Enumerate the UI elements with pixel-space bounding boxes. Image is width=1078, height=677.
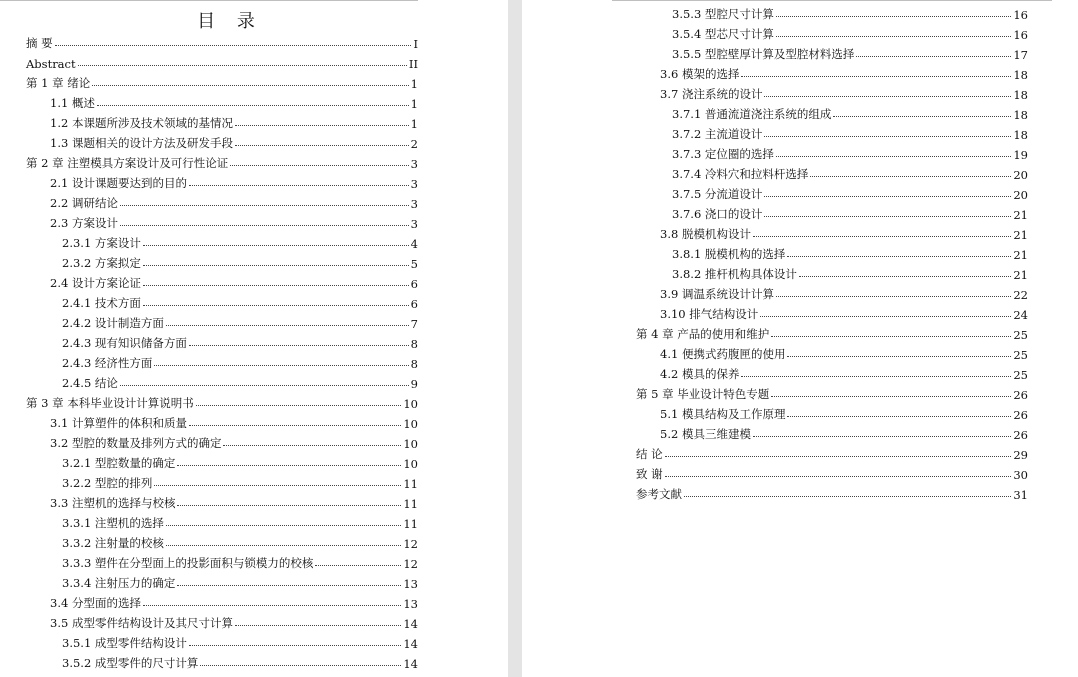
toc-dot-leader (189, 345, 409, 346)
toc-entry-page-number: 3 (410, 217, 418, 231)
toc-entry-label: 摘 要 (26, 36, 53, 50)
toc-dot-leader (776, 36, 1011, 37)
toc-entry-page-number: 10 (403, 417, 418, 431)
toc-dot-leader (166, 545, 401, 546)
toc-entry-label: 2.4.1 技术方面 (62, 296, 141, 310)
toc-entry-page-number: 26 (1013, 388, 1028, 402)
toc-entry-page-number: 21 (1013, 228, 1028, 242)
toc-dot-leader (143, 285, 409, 286)
toc-entry-page-number: 21 (1013, 268, 1028, 282)
toc-dot-leader (315, 565, 401, 566)
toc-entry-page-number: 4 (410, 237, 418, 251)
toc-dot-leader (120, 385, 409, 386)
toc-entry[interactable] (636, 442, 1028, 462)
toc-list-right (636, 2, 1028, 502)
toc-entry[interactable] (26, 631, 418, 651)
toc-entry[interactable] (636, 222, 1028, 242)
toc-entry-page-number: 26 (1013, 428, 1028, 442)
toc-dot-leader (177, 585, 401, 586)
toc-entry-page-number: 1 (410, 117, 418, 131)
toc-entry[interactable] (636, 302, 1028, 322)
toc-entry-label: Abstract (26, 57, 76, 71)
toc-entry-label: 3.2.2 型腔的排列 (62, 476, 153, 490)
toc-dot-leader (833, 116, 1011, 117)
toc-dot-leader (764, 216, 1011, 217)
toc-entry-label: 4.2 模具的保养 (660, 367, 740, 381)
toc-entry-page-number: 29 (1013, 448, 1028, 462)
toc-entry[interactable] (636, 182, 1028, 202)
toc-entry-label: 3.7.1 普通流道浇注系统的组成 (672, 107, 832, 121)
toc-entry-label: 第 1 章 绪论 (26, 76, 91, 90)
toc-entry[interactable] (26, 411, 418, 431)
toc-entry-label: 3.7.6 浇口的设计 (672, 207, 763, 221)
toc-entry-page-number: 13 (403, 577, 418, 591)
toc-entry-label: 3.8.2 推杆机构具体设计 (672, 267, 797, 281)
toc-entry[interactable] (636, 402, 1028, 422)
toc-entry-label: 3.7.2 主流道设计 (672, 127, 763, 141)
toc-entry-page-number: 20 (1013, 188, 1028, 202)
toc-dot-leader (235, 625, 401, 626)
toc-entry-label: 3.3.3 塑件在分型面上的投影面积与锁模力的校核 (62, 556, 314, 570)
toc-entry[interactable] (26, 371, 418, 391)
toc-entry[interactable] (636, 462, 1028, 482)
toc-entry[interactable] (26, 591, 418, 611)
toc-entry-page-number: 31 (1013, 488, 1028, 502)
toc-entry[interactable] (636, 42, 1028, 62)
toc-entry[interactable] (636, 422, 1028, 442)
toc-entry[interactable] (26, 451, 418, 471)
toc-entry-page-number: 18 (1013, 128, 1028, 142)
toc-entry-label: 1.3 课题相关的设计方法及研发手段 (50, 136, 233, 150)
toc-entry-label: 3.8.1 脱模机构的选择 (672, 247, 786, 261)
toc-entry[interactable] (26, 651, 418, 671)
toc-entry-page-number: 8 (410, 357, 418, 371)
toc-entry[interactable] (636, 242, 1028, 262)
toc-entry[interactable] (636, 342, 1028, 362)
toc-entry[interactable] (636, 202, 1028, 222)
toc-entry[interactable] (26, 51, 418, 71)
toc-entry-page-number: 3 (410, 197, 418, 211)
toc-entry[interactable] (636, 262, 1028, 282)
toc-entry[interactable] (26, 91, 418, 111)
toc-dot-leader (764, 136, 1011, 137)
toc-entry-page-number: 3 (410, 177, 418, 191)
toc-entry[interactable] (26, 171, 418, 191)
toc-entry-label: 3.3.2 注射量的校核 (62, 536, 164, 550)
toc-dot-leader (55, 45, 412, 46)
toc-entry-label: 3.5.4 型芯尺寸计算 (672, 27, 774, 41)
toc-entry-page-number: 11 (403, 477, 418, 491)
toc-entry-page-number: 30 (1013, 468, 1028, 482)
toc-entry-label: 5.1 模具结构及工作原理 (660, 407, 786, 421)
toc-entry-label: 2.4.3 现有知识储备方面 (62, 336, 187, 350)
toc-entry-page-number: 11 (403, 497, 418, 511)
toc-entry-page-number: 14 (403, 637, 418, 651)
toc-dot-leader (177, 465, 401, 466)
toc-dot-leader (799, 276, 1011, 277)
toc-entry[interactable] (26, 511, 418, 531)
page-top-border (0, 0, 418, 1)
toc-entry-page-number: 25 (1013, 368, 1028, 382)
toc-entry-label: 2.3.1 方案设计 (62, 236, 141, 250)
toc-dot-leader (154, 365, 408, 366)
toc-entry-label: 3.7.4 冷料穴和拉料杆选择 (672, 167, 809, 181)
toc-dot-leader (143, 265, 409, 266)
toc-entry-label: 3.3.1 注塑机的选择 (62, 516, 164, 530)
toc-dot-leader (810, 176, 1011, 177)
toc-entry[interactable] (26, 271, 418, 291)
toc-entry[interactable] (26, 31, 418, 51)
toc-entry-label: 1.2 本课题所涉及技术领域的基情况 (50, 116, 233, 130)
toc-entry-label: 第 3 章 本科毕业设计计算说明书 (26, 396, 194, 410)
toc-entry-label: 3.10 排气结构设计 (660, 307, 759, 321)
toc-dot-leader (771, 396, 1011, 397)
toc-entry-page-number: 24 (1013, 308, 1028, 322)
toc-entry-label: 3.5.1 成型零件结构设计 (62, 636, 187, 650)
toc-dot-leader (753, 236, 1011, 237)
toc-entry[interactable] (636, 2, 1028, 22)
toc-dot-leader (177, 505, 401, 506)
toc-entry-page-number: 3 (410, 157, 418, 171)
toc-entry[interactable] (636, 382, 1028, 402)
toc-entry[interactable] (26, 351, 418, 371)
toc-dot-leader (787, 356, 1011, 357)
toc-entry[interactable] (636, 322, 1028, 342)
toc-dot-leader (787, 416, 1011, 417)
toc-entry-label: 2.4.5 结论 (62, 376, 118, 390)
toc-entry-label: 2.2 调研结论 (50, 196, 118, 210)
toc-entry-label: 4.1 便携式药腹匣的使用 (660, 347, 786, 361)
toc-entry[interactable] (26, 571, 418, 591)
toc-entry-label: 2.4 设计方案论证 (50, 276, 141, 290)
toc-entry[interactable] (26, 611, 418, 631)
toc-dot-leader (143, 305, 409, 306)
toc-entry-page-number: 7 (410, 317, 418, 331)
toc-entry-page-number: 18 (1013, 88, 1028, 102)
toc-entry-page-number: 22 (1013, 288, 1028, 302)
toc-entry[interactable] (26, 431, 418, 451)
toc-dot-leader (776, 16, 1011, 17)
toc-entry-label: 3.5.2 成型零件的尺寸计算 (62, 656, 199, 670)
toc-dot-leader (92, 85, 408, 86)
toc-entry-label: 结 论 (636, 447, 663, 461)
toc-dot-leader (196, 405, 402, 406)
toc-entry[interactable] (26, 291, 418, 311)
toc-dot-leader (120, 205, 409, 206)
toc-entry[interactable] (636, 362, 1028, 382)
toc-entry-page-number: 19 (1013, 148, 1028, 162)
toc-entry-label: 3.5 成型零件结构设计及其尺寸计算 (50, 616, 233, 630)
toc-entry-label: 2.4.2 设计制造方面 (62, 316, 164, 330)
toc-dot-leader (120, 225, 409, 226)
toc-entry-page-number: 14 (403, 617, 418, 631)
toc-entry[interactable] (26, 491, 418, 511)
toc-entry[interactable] (26, 231, 418, 251)
toc-entry-page-number: 10 (403, 437, 418, 451)
toc-entry[interactable] (26, 331, 418, 351)
toc-entry-page-number: 20 (1013, 168, 1028, 182)
toc-entry-label: 3.3 注塑机的选择与校核 (50, 496, 176, 510)
toc-entry-page-number: 9 (410, 377, 418, 391)
toc-entry-label: 3.1 计算塑件的体积和质量 (50, 416, 187, 430)
toc-entry[interactable] (636, 22, 1028, 42)
toc-dot-leader (787, 256, 1011, 257)
toc-entry-label: 3.6 模架的选择 (660, 67, 740, 81)
toc-dot-leader (764, 96, 1011, 97)
toc-dot-leader (235, 125, 409, 126)
toc-entry[interactable] (636, 482, 1028, 502)
toc-entry-page-number: 25 (1013, 348, 1028, 362)
page-top-border (612, 0, 1052, 1)
toc-dot-leader (665, 456, 1012, 457)
toc-entry-label: 2.1 设计课题要达到的目的 (50, 176, 187, 190)
toc-dot-leader (78, 65, 407, 66)
toc-entry-label: 3.5.5 型腔壁厚计算及型腔材料选择 (672, 47, 855, 61)
toc-entry-page-number: 14 (403, 657, 418, 671)
toc-dot-leader (230, 165, 408, 166)
toc-entry-page-number: 6 (410, 297, 418, 311)
toc-entry-page-number: 21 (1013, 208, 1028, 222)
toc-dot-leader (143, 605, 401, 606)
toc-entry-page-number: 16 (1013, 8, 1028, 22)
toc-dot-leader (753, 436, 1011, 437)
toc-entry-label: 5.2 模具三维建模 (660, 427, 751, 441)
toc-entry-page-number: 12 (403, 557, 418, 571)
toc-entry-label: 第 4 章 产品的使用和维护 (636, 327, 770, 341)
toc-entry-page-number: 16 (1013, 28, 1028, 42)
toc-entry-page-number: 1 (410, 77, 418, 91)
toc-entry[interactable] (26, 111, 418, 131)
toc-entry-label: 3.7.3 定位圈的选择 (672, 147, 774, 161)
toc-dot-leader (223, 445, 401, 446)
toc-entry-page-number: 18 (1013, 108, 1028, 122)
toc-entry-page-number: 8 (410, 337, 418, 351)
toc-entry[interactable] (26, 471, 418, 491)
toc-list-left (26, 31, 418, 671)
toc-dot-leader (665, 476, 1012, 477)
toc-entry-page-number: 6 (410, 277, 418, 291)
toc-dot-leader (741, 376, 1011, 377)
toc-entry-page-number: 12 (403, 537, 418, 551)
toc-entry-label: 3.4 分型面的选择 (50, 596, 141, 610)
toc-entry-label: 2.3.2 方案拟定 (62, 256, 141, 270)
toc-entry-page-number: 1 (410, 97, 418, 111)
toc-entry-label: 3.3.4 注射压力的确定 (62, 576, 176, 590)
toc-entry-page-number: 18 (1013, 68, 1028, 82)
toc-entry[interactable] (636, 282, 1028, 302)
toc-entry[interactable] (636, 62, 1028, 82)
toc-dot-leader (166, 325, 409, 326)
toc-entry[interactable] (636, 142, 1028, 162)
toc-dot-leader (741, 76, 1011, 77)
toc-dot-leader (189, 185, 409, 186)
toc-entry[interactable] (636, 102, 1028, 122)
toc-entry[interactable] (26, 71, 418, 91)
toc-entry-label: 3.2.1 型腔数量的确定 (62, 456, 176, 470)
toc-dot-leader (764, 196, 1011, 197)
toc-entry-label: 3.7 浇注系统的设计 (660, 87, 763, 101)
toc-entry[interactable] (26, 211, 418, 231)
toc-entry[interactable] (26, 251, 418, 271)
toc-dot-leader (154, 485, 401, 486)
toc-entry-page-number: 25 (1013, 328, 1028, 342)
toc-entry-label: 第 2 章 注塑模具方案设计及可行性论证 (26, 156, 229, 170)
toc-entry[interactable] (26, 531, 418, 551)
toc-entry-label: 3.9 调温系统设计计算 (660, 287, 774, 301)
toc-entry[interactable] (636, 162, 1028, 182)
toc-entry-page-number: I (413, 37, 418, 51)
toc-entry-page-number: 5 (410, 257, 418, 271)
toc-entry[interactable] (26, 151, 418, 171)
toc-entry[interactable] (636, 82, 1028, 102)
toc-entry-label: 3.5.3 型腔尺寸计算 (672, 7, 774, 21)
page-gutter (508, 0, 522, 677)
toc-dot-leader (235, 145, 409, 146)
toc-entry-page-number: 21 (1013, 248, 1028, 262)
toc-dot-leader (97, 105, 409, 106)
toc-dot-leader (771, 336, 1011, 337)
toc-entry-page-number: II (408, 57, 418, 71)
toc-entry-label: 致 谢 (636, 467, 663, 481)
toc-entry-label: 参考文献 (636, 487, 682, 501)
toc-dot-leader (856, 56, 1011, 57)
toc-entry-page-number: 10 (403, 397, 418, 411)
toc-dot-leader (166, 525, 401, 526)
toc-entry[interactable] (636, 122, 1028, 142)
toc-entry-label: 3.2 型腔的数量及排列方式的确定 (50, 436, 222, 450)
toc-entry-label: 2.4.3 经济性方面 (62, 356, 153, 370)
toc-dot-leader (776, 156, 1011, 157)
toc-dot-leader (143, 245, 409, 246)
toc-entry-label: 第 5 章 毕业设计特色专题 (636, 387, 770, 401)
toc-entry[interactable] (26, 131, 418, 151)
toc-entry-label: 1.1 概述 (50, 96, 95, 110)
toc-entry-page-number: 13 (403, 597, 418, 611)
toc-entry-page-number: 11 (403, 517, 418, 531)
toc-entry-label: 3.8 脱模机构设计 (660, 227, 751, 241)
toc-entry-label: 2.3 方案设计 (50, 216, 118, 230)
toc-entry-label: 3.7.5 分流道设计 (672, 187, 763, 201)
toc-dot-leader (684, 496, 1011, 497)
toc-entry[interactable] (26, 311, 418, 331)
toc-dot-leader (760, 316, 1011, 317)
toc-entry-page-number: 2 (410, 137, 418, 151)
toc-entry[interactable] (26, 551, 418, 571)
toc-entry[interactable] (26, 191, 418, 211)
toc-entry-page-number: 10 (403, 457, 418, 471)
toc-entry[interactable] (26, 391, 418, 411)
toc-dot-leader (189, 425, 401, 426)
toc-dot-leader (776, 296, 1011, 297)
toc-heading: 目 录 (197, 11, 263, 32)
toc-dot-leader (200, 665, 401, 666)
toc-entry-page-number: 26 (1013, 408, 1028, 422)
toc-dot-leader (189, 645, 401, 646)
toc-entry-page-number: 17 (1013, 48, 1028, 62)
